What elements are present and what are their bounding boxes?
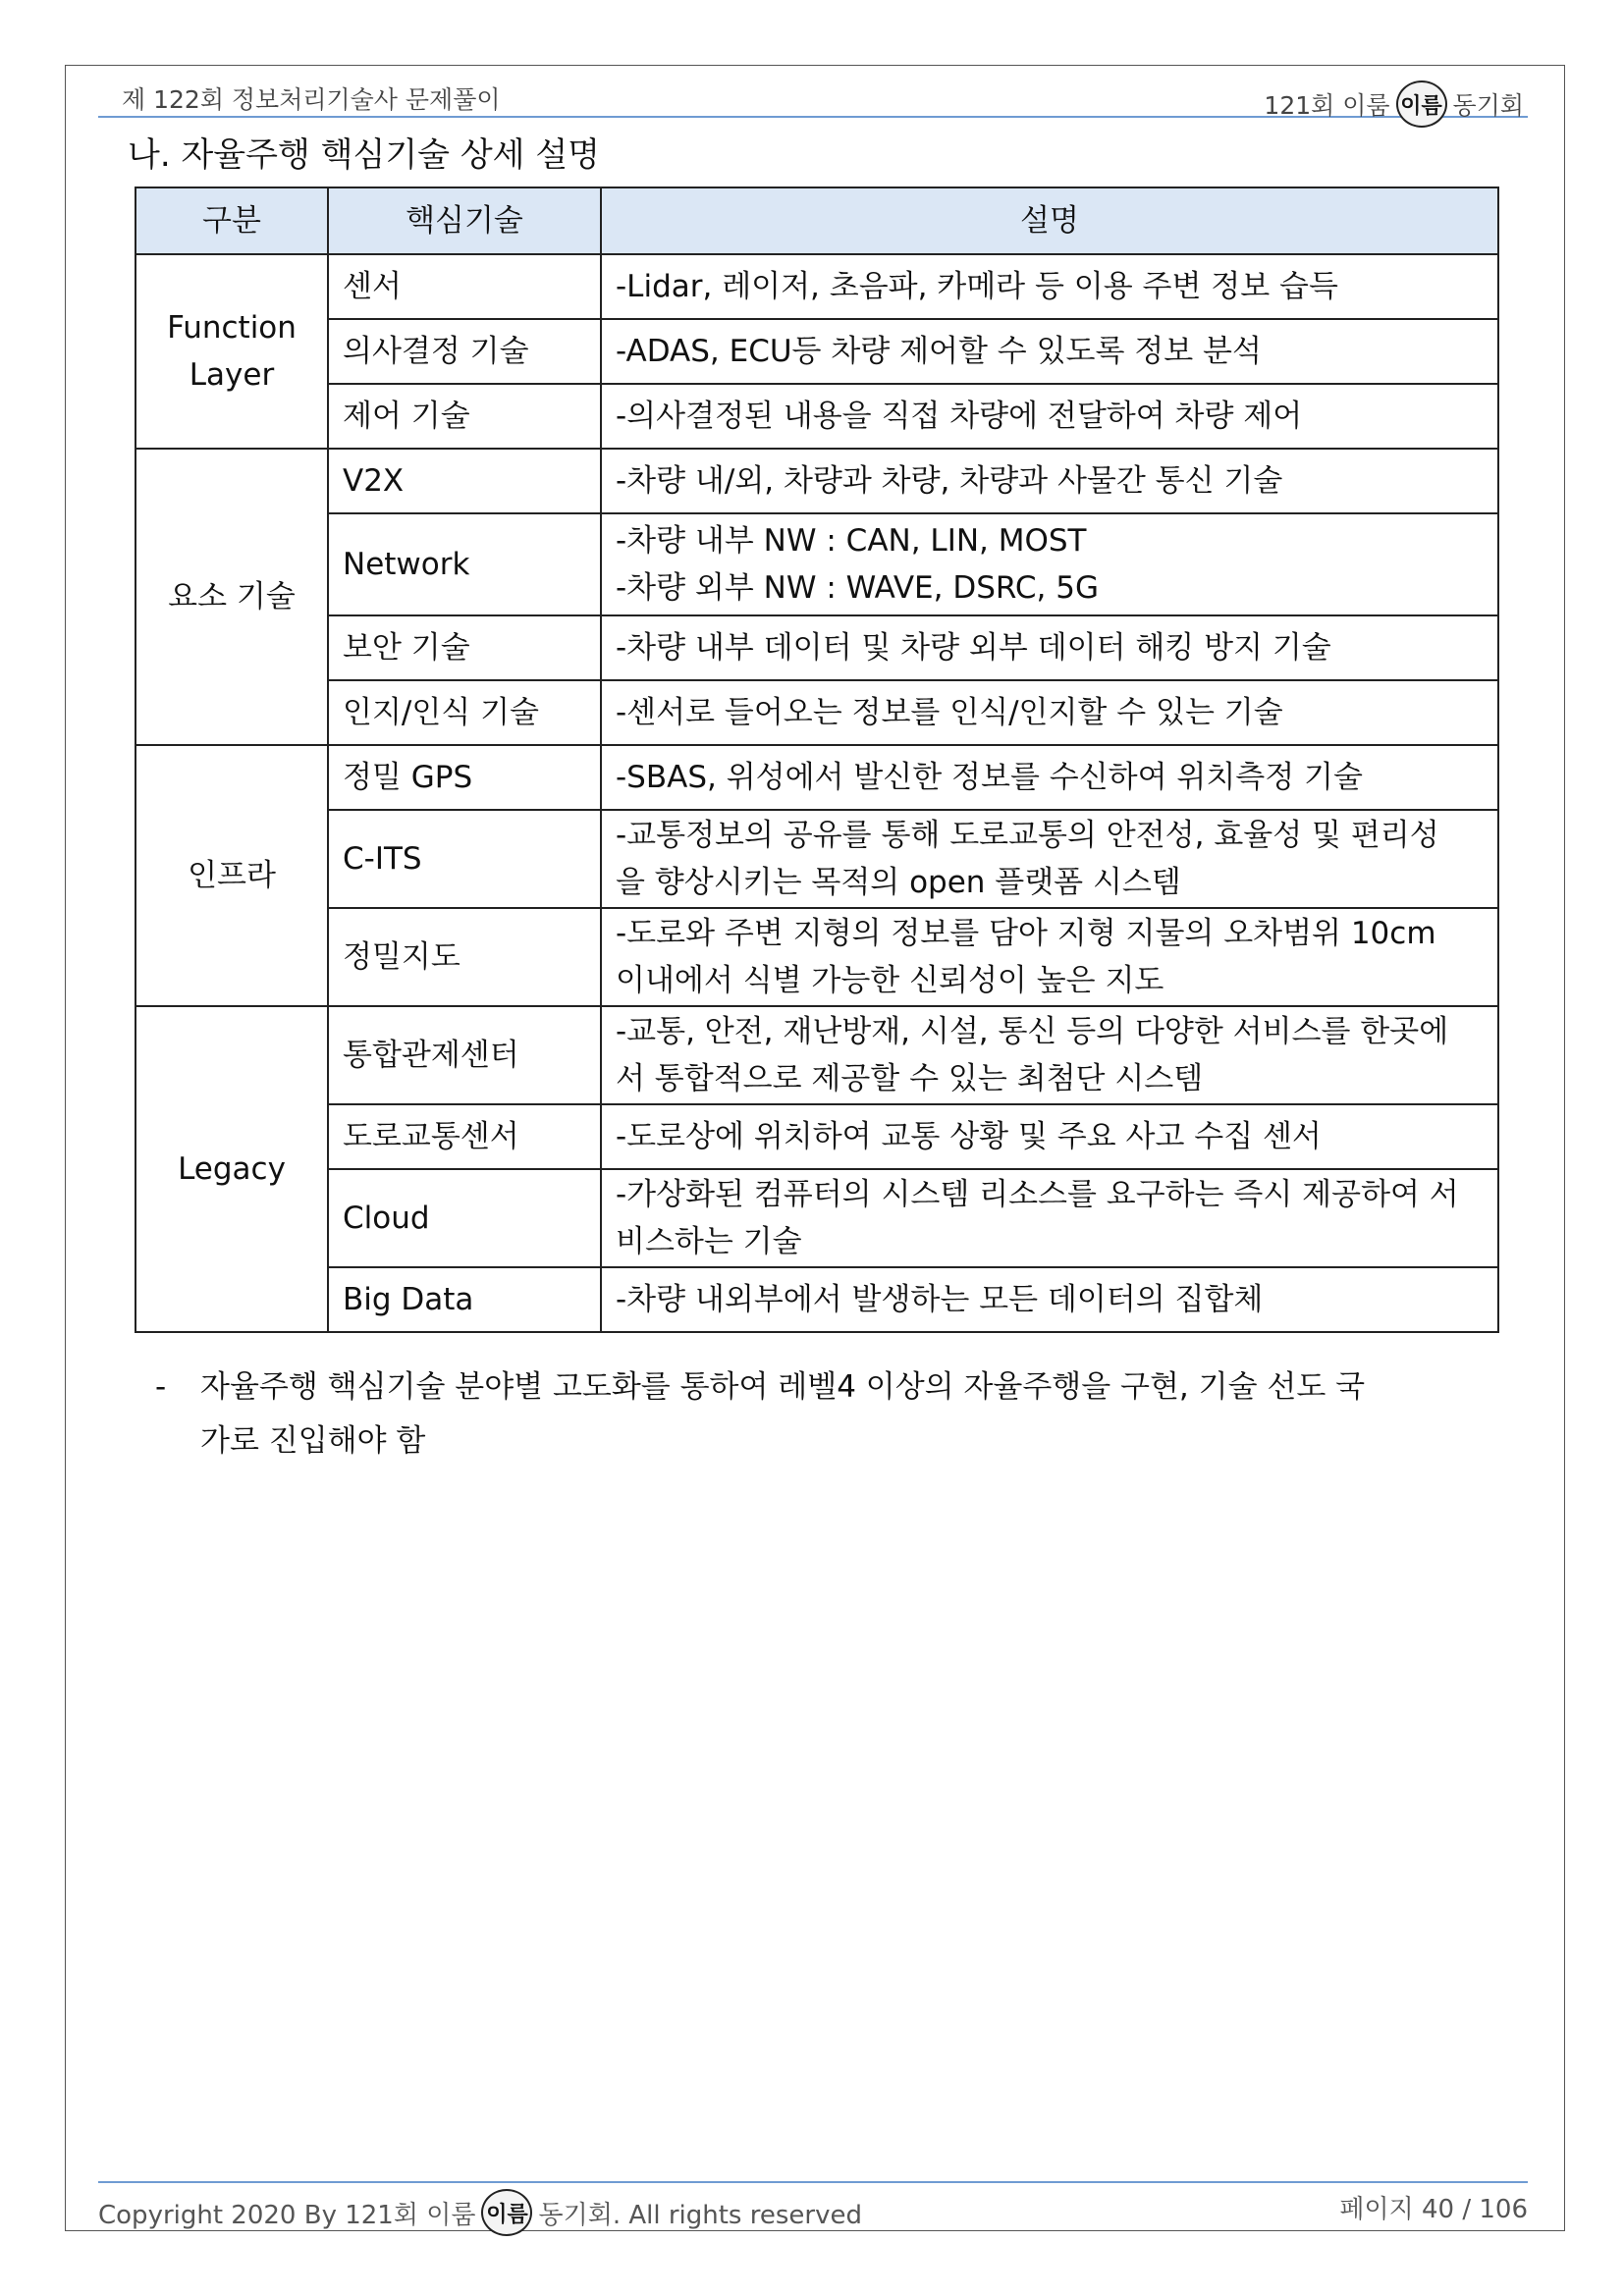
page-footer — [98, 2181, 1528, 2230]
desc-cell: -SBAS, 위성에서 발신한 정보를 수신하여 위치측정 기술 — [601, 745, 1498, 810]
table-row — [135, 449, 1498, 513]
table-row — [135, 908, 1498, 1006]
header-group-prefix: 121회 이룸 — [1264, 91, 1390, 120]
table-row — [135, 1169, 1498, 1267]
table-row — [135, 254, 1498, 319]
tech-cell: Cloud — [328, 1169, 601, 1267]
copyright-suffix: 동기회. All rights reserved — [538, 2200, 862, 2230]
tech-cell: 인지/인식 기술 — [328, 680, 601, 745]
table-row — [135, 319, 1498, 384]
desc-cell — [601, 1169, 1498, 1267]
tech-cell: 보안 기술 — [328, 615, 601, 680]
tech-table — [135, 187, 1499, 1333]
header-title: 제 122회 정보처리기술사 문제풀이 — [122, 85, 501, 114]
table-row — [135, 384, 1498, 449]
section-title: 나. 자율주행 핵심기술 상세 설명 — [128, 135, 601, 175]
header-tech: 핵심기술 — [328, 187, 601, 254]
tech-cell: 제어 기술 — [328, 384, 601, 449]
desc-line: -가상화된 컴퓨터의 시스템 리소스를 요구하는 즉시 제공하여 서 — [616, 1177, 1459, 1212]
tech-cell: 정밀지도 — [328, 908, 601, 1006]
desc-cell: -센서로 들어오는 정보를 인식/인지할 수 있는 기술 — [601, 680, 1498, 745]
page-header — [98, 75, 1528, 118]
table-row — [135, 680, 1498, 745]
seal-logo: 이름 — [1396, 80, 1447, 128]
tech-cell: 센서 — [328, 254, 601, 319]
table-row — [135, 810, 1498, 908]
desc-cell: -차량 내외부에서 발생하는 모든 데이터의 집합체 — [601, 1267, 1498, 1332]
tech-cell: 도로교통센서 — [328, 1104, 601, 1169]
tech-cell: C-ITS — [328, 810, 601, 908]
header-category: 구분 — [135, 187, 328, 254]
desc-cell — [601, 1006, 1498, 1104]
desc-line: -교통정보의 공유를 통해 도로교통의 안전성, 효율성 및 편리성 — [616, 818, 1439, 853]
header-group-suffix: 동기회 — [1452, 91, 1524, 120]
category-cell — [135, 254, 328, 449]
copyright-prefix: Copyright 2020 By 121회 이룸 — [98, 2200, 476, 2230]
table-row — [135, 1267, 1498, 1332]
desc-cell: -차량 내부 데이터 및 차량 외부 데이터 해킹 방지 기술 — [601, 615, 1498, 680]
desc-line: 서 통합적으로 제공할 수 있는 최첨단 시스템 — [616, 1061, 1204, 1096]
header-desc: 설명 — [601, 187, 1498, 254]
category-cell: 요소 기술 — [135, 449, 328, 745]
table-row — [135, 1006, 1498, 1104]
desc-line: -차량 내부 NW : CAN, LIN, MOST — [616, 523, 1087, 559]
tech-cell: Big Data — [328, 1267, 601, 1332]
header-group-label — [1264, 80, 1524, 128]
tech-cell: Network — [328, 513, 601, 615]
desc-cell — [601, 810, 1498, 908]
desc-line: -교통, 안전, 재난방재, 시설, 통신 등의 다양한 서비스를 한곳에 — [616, 1014, 1449, 1049]
desc-line: 이내에서 식별 가능한 신뢰성이 높은 지도 — [616, 963, 1164, 998]
desc-line: -차량 외부 NW : WAVE, DSRC, 5G — [616, 570, 1099, 606]
desc-cell — [601, 513, 1498, 615]
category-cell: 인프라 — [135, 745, 328, 1006]
desc-cell: -도로상에 위치하여 교통 상황 및 주요 사고 수집 센서 — [601, 1104, 1498, 1169]
category-cell: Legacy — [135, 1006, 328, 1332]
copyright-notice — [98, 2189, 862, 2236]
category-label: Function Layer — [167, 310, 297, 393]
table-row — [135, 1104, 1498, 1169]
conclusion-dash: - — [155, 1369, 167, 1405]
table-row — [135, 615, 1498, 680]
conclusion-text: 자율주행 핵심기술 분야별 고도화를 통하여 레벨4 이상의 자율주행을 구현, 기술 선도 국가로 진입해야 함 — [200, 1369, 1366, 1459]
desc-cell: -의사결정된 내용을 직접 차량에 전달하여 차량 제어 — [601, 384, 1498, 449]
desc-cell: -Lidar, 레이저, 초음파, 카메라 등 이용 주변 정보 습득 — [601, 254, 1498, 319]
table-row — [135, 745, 1498, 810]
seal-logo: 이름 — [481, 2189, 532, 2236]
table-row — [135, 513, 1498, 615]
conclusion — [155, 1361, 1382, 1468]
tech-cell: 통합관제센터 — [328, 1006, 601, 1104]
desc-line: 을 향상시키는 목적의 open 플랫폼 시스템 — [616, 865, 1181, 900]
desc-line: 비스하는 기술 — [616, 1224, 802, 1259]
desc-cell — [601, 908, 1498, 1006]
desc-cell: -ADAS, ECU등 차량 제어할 수 있도록 정보 분석 — [601, 319, 1498, 384]
desc-cell: -차량 내/외, 차량과 차량, 차량과 사물간 통신 기술 — [601, 449, 1498, 513]
tech-cell: 의사결정 기술 — [328, 319, 601, 384]
table-header-row — [135, 187, 1498, 254]
desc-line: -도로와 주변 지형의 정보를 담아 지형 지물의 오차범위 10cm — [616, 916, 1436, 951]
tech-cell: 정밀 GPS — [328, 745, 601, 810]
tech-cell: V2X — [328, 449, 601, 513]
page-number: 페이지 40 / 106 — [1339, 2195, 1528, 2224]
